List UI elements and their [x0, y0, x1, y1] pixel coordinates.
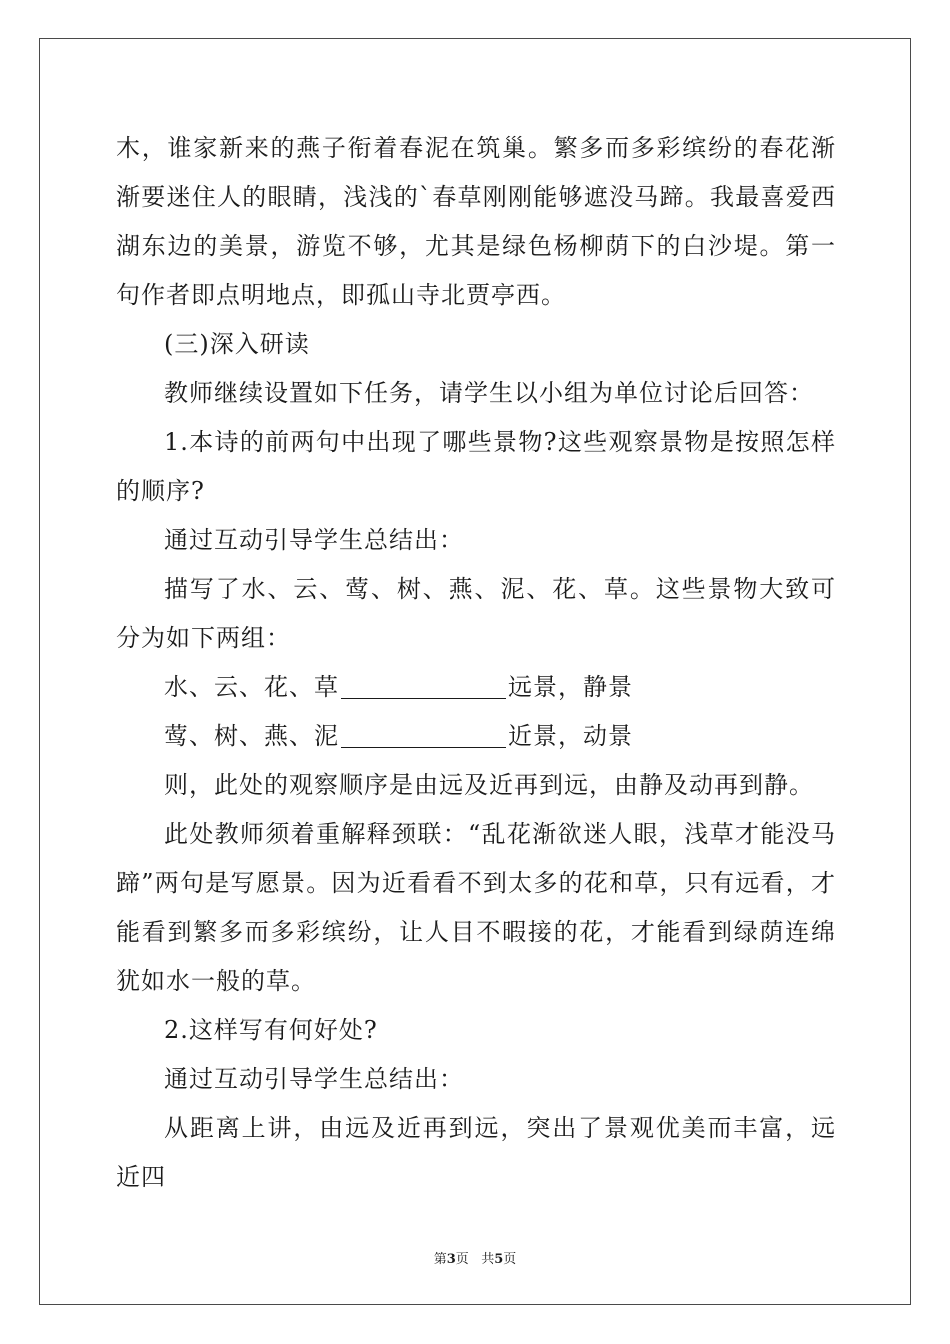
document-body — [116, 124, 836, 1202]
scene-group-row — [116, 712, 836, 761]
paragraph: 此处教师须着重解释颈联：“乱花渐欲迷人眼，浅草才能没马蹄”两句是写愿景。因为近看看不到太多的花和草，只有远看，才能看到繁多而多彩缤纷，让人目不暇接的花，才能看到绿荫连绵犹如水一般的草。 — [116, 820, 836, 995]
paragraph: 通过互动引导学生总结出： — [164, 1065, 464, 1093]
scene-group-type: 近景，动景 — [508, 722, 633, 750]
page-footer — [0, 1248, 950, 1267]
total-prefix: 共 — [481, 1252, 495, 1267]
fill-in-blank-line — [341, 674, 506, 699]
paragraph: 则，此处的观察顺序是由远及近再到远，由静及动再到静。 — [164, 771, 814, 799]
page-suffix: 页 — [455, 1252, 469, 1267]
section-heading: (三)深入研读 — [164, 330, 310, 358]
page-total: 5 — [494, 1252, 504, 1267]
page-current: 3 — [446, 1252, 456, 1267]
total-suffix: 页 — [503, 1252, 517, 1267]
paragraph: 通过互动引导学生总结出： — [164, 526, 464, 554]
scene-group-items: 水、云、花、草 — [164, 673, 339, 701]
page-prefix: 第 — [433, 1252, 447, 1267]
paragraph: 教师继续设置如下任务，请学生以小组为单位讨论后回答： — [164, 379, 814, 407]
scene-group-type: 远景，静景 — [508, 673, 633, 701]
scene-group-row — [116, 663, 836, 712]
fill-in-blank-line — [341, 723, 506, 748]
scene-group-items: 莺、树、燕、泥 — [164, 722, 339, 750]
question-2: 2.这样写有何好处? — [164, 1016, 378, 1044]
question-1: 1.本诗的前两句中出现了哪些景物?这些观察景物是按照怎样的顺序? — [116, 428, 836, 505]
paragraph: 木，谁家新来的燕子衔着春泥在筑巢。繁多而多彩缤纷的春花渐渐要迷住人的眼睛，浅浅的`春草刚刚能够遮没马蹄。我最喜爱西湖东边的美景，游览不够，尤其是绿色杨柳荫下的白沙堤。第一句作者即点明地点，即孤山寺北贾亭西。 — [116, 134, 836, 309]
paragraph: 描写了水、云、莺、树、燕、泥、花、草。这些景物大致可分为如下两组： — [116, 575, 836, 652]
paragraph: 从距离上讲，由远及近再到远，突出了景观优美而丰富，远近四 — [116, 1114, 836, 1191]
